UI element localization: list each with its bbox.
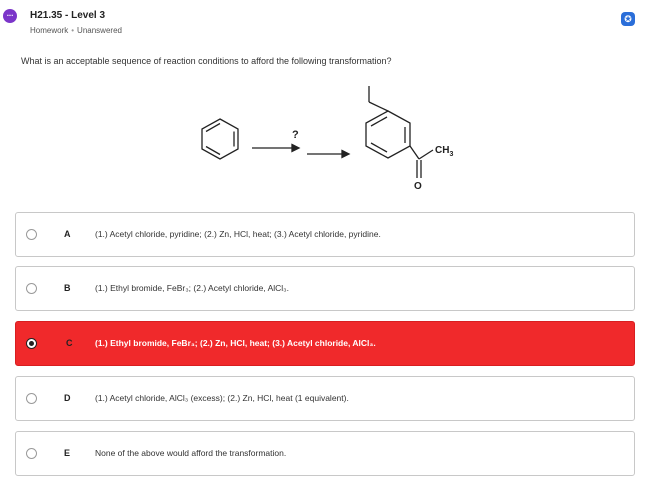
option-text: (1.) Ethyl bromide, FeBr₃; (2.) Zn, HCl, heat; (3.) Acetyl chloride, AlCl₃. bbox=[95, 338, 376, 348]
ellipsis-icon[interactable]: ··· bbox=[3, 9, 17, 23]
question-header bbox=[0, 0, 649, 42]
answer-option-e[interactable] bbox=[15, 431, 635, 476]
product-structure bbox=[366, 86, 433, 178]
carbonyl-oxygen-label: O bbox=[414, 181, 422, 192]
option-letter: D bbox=[64, 393, 71, 403]
answer-option-d[interactable] bbox=[15, 376, 635, 421]
radio-button[interactable] bbox=[26, 448, 37, 459]
page-title: H21.35 - Level 3 bbox=[30, 10, 106, 21]
answer-option-c[interactable] bbox=[15, 321, 635, 366]
option-text: (1.) Acetyl chloride, AlCl₃ (excess); (2.) Zn, HCl, heat (1 equivalent). bbox=[95, 393, 349, 403]
option-letter: E bbox=[64, 448, 71, 458]
reaction-scheme bbox=[180, 82, 480, 198]
option-text: (1.) Ethyl bromide, FeBr₃; (2.) Acetyl chloride, AlCl₃. bbox=[95, 283, 289, 293]
question-text: What is an acceptable sequence of reaction conditions to afford the following transformation? bbox=[21, 56, 392, 66]
benzene-structure bbox=[202, 119, 238, 159]
star-badge-icon[interactable]: ✪ bbox=[621, 12, 635, 26]
radio-button-selected[interactable] bbox=[26, 338, 37, 349]
radio-button[interactable] bbox=[26, 229, 37, 240]
methyl-label: $CH_3$ bbox=[435, 145, 454, 158]
option-text: None of the above would afford the transformation. bbox=[95, 448, 287, 458]
status-label: Unanswered bbox=[77, 26, 122, 35]
radio-button[interactable] bbox=[26, 393, 37, 404]
radio-button[interactable] bbox=[26, 283, 37, 294]
question-meta bbox=[30, 26, 122, 35]
answer-option-b[interactable] bbox=[15, 266, 635, 311]
reagent-placeholder: ? bbox=[292, 129, 299, 141]
option-letter: B bbox=[64, 283, 71, 293]
option-letter: C bbox=[66, 338, 73, 348]
assignment-type: Homework bbox=[30, 26, 69, 35]
reaction-arrow bbox=[252, 145, 349, 158]
answer-option-a[interactable] bbox=[15, 212, 635, 257]
option-letter: A bbox=[64, 229, 71, 239]
separator-dot: • bbox=[71, 26, 75, 35]
option-text: (1.) Acetyl chloride, pyridine; (2.) Zn, HCl, heat; (3.) Acetyl chloride, pyridine. bbox=[95, 229, 381, 239]
